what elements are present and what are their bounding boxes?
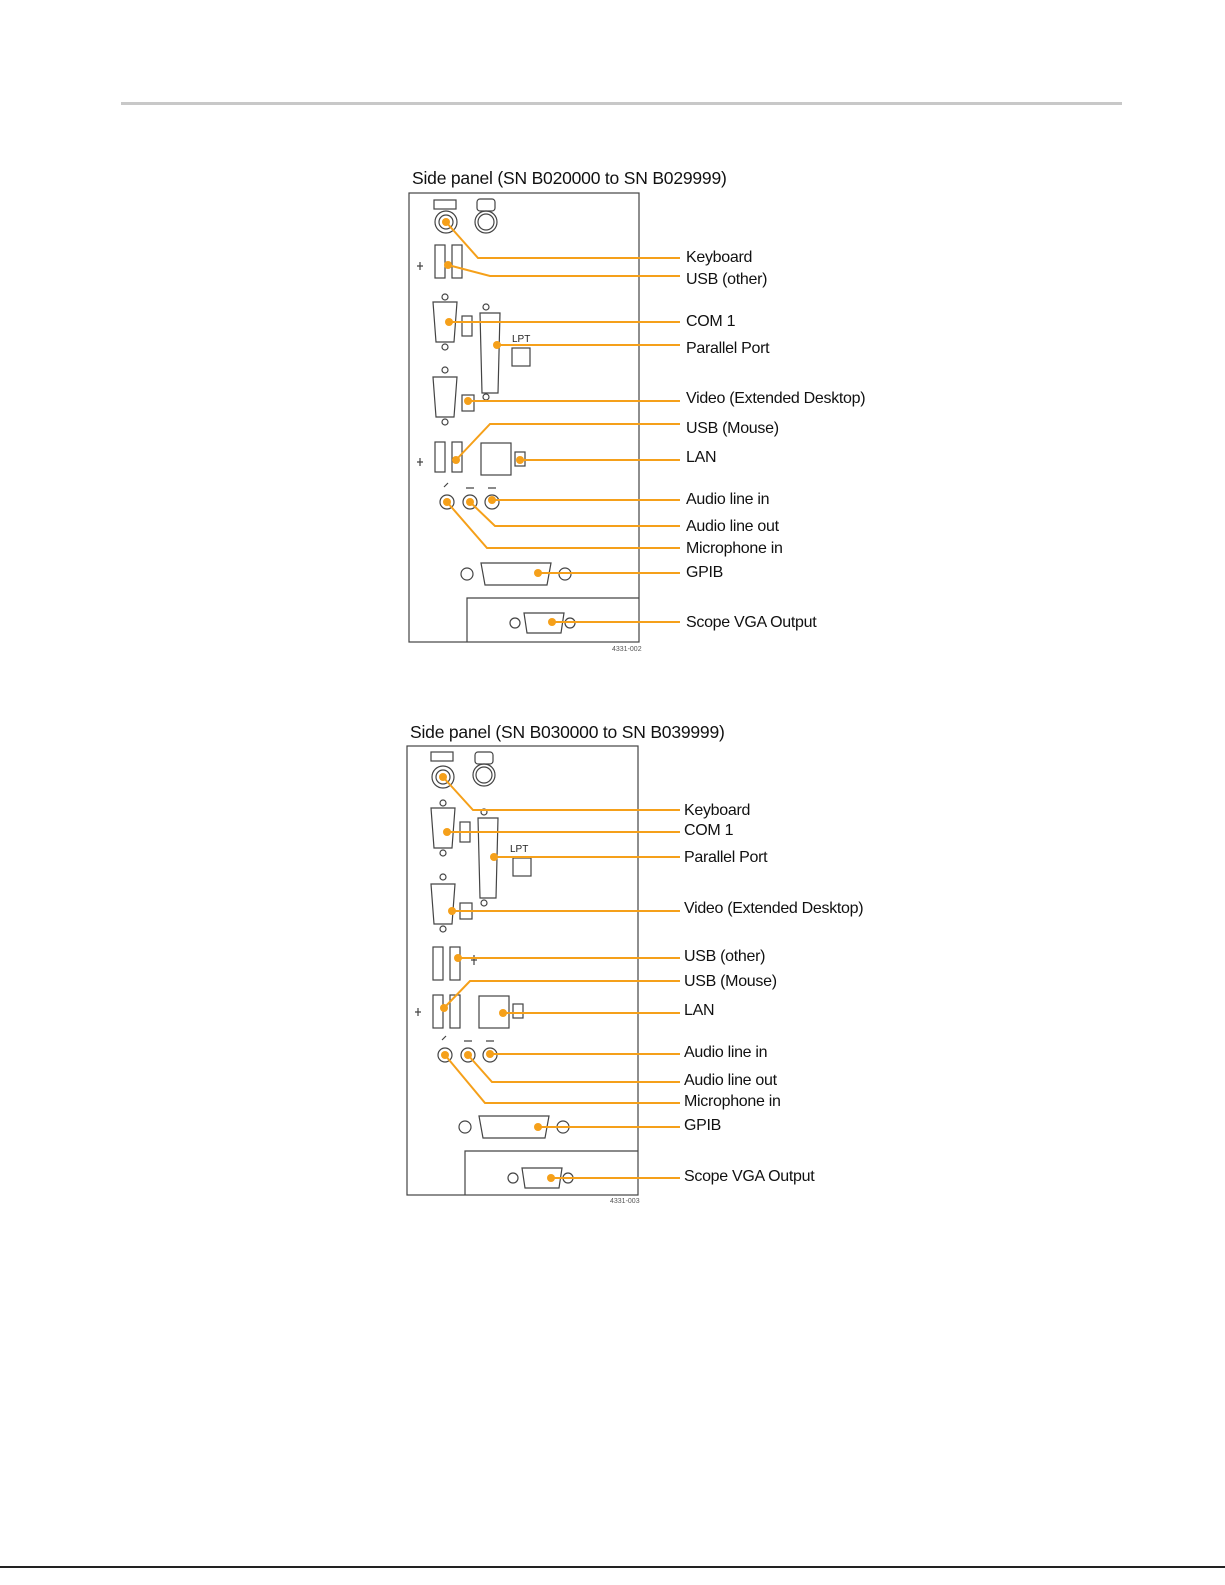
callout-label: Video (Extended Desktop)	[684, 900, 864, 917]
usb-icon	[417, 262, 423, 270]
figure-id: 4331-002	[612, 646, 642, 653]
com1-port	[431, 808, 455, 848]
parallel-port	[480, 313, 500, 393]
callout-label: USB (other)	[684, 948, 766, 965]
usb-icon	[417, 458, 423, 466]
callout-label: Parallel Port	[686, 340, 770, 357]
footer-rule	[0, 1566, 1225, 1568]
callout-label: Parallel Port	[684, 849, 768, 866]
vga-screw	[510, 618, 520, 628]
usb-port	[433, 947, 443, 980]
callout-label: USB (Mouse)	[686, 420, 779, 437]
callout-label: Audio line in	[684, 1044, 768, 1061]
callout-label: Audio line out	[684, 1072, 777, 1089]
callout-dots	[442, 218, 556, 626]
usb-icon	[471, 955, 477, 965]
callout-label: Scope VGA Output	[684, 1168, 815, 1185]
gpib-screw	[459, 1121, 471, 1133]
power-icon	[477, 199, 495, 211]
svg-text:LPT: LPT	[510, 844, 529, 855]
callout-label: Video (Extended Desktop)	[686, 390, 866, 407]
printer-icon	[512, 348, 530, 366]
video-port	[431, 884, 455, 924]
lan-port	[481, 443, 511, 475]
keyboard-icon	[434, 200, 456, 209]
keyboard-icon	[431, 752, 453, 761]
usb-port	[435, 442, 445, 472]
callout-label: GPIB	[684, 1117, 722, 1134]
lan-icon	[513, 1004, 523, 1018]
callout-label: Audio line out	[686, 518, 779, 535]
callout-label: LAN	[684, 1002, 715, 1019]
callout-label: Keyboard	[684, 802, 751, 819]
callout-label: USB (other)	[686, 271, 768, 288]
figure-2-title: Side panel (SN B030000 to SN B039999)	[410, 722, 725, 742]
printer-icon	[513, 858, 531, 876]
side-panel-1-illustration	[0, 0, 1225, 700]
callout-label: COM 1	[684, 822, 734, 839]
usb-icon	[415, 1008, 421, 1016]
video-port	[433, 377, 457, 417]
figure-1-title: Side panel (SN B020000 to SN B029999)	[412, 168, 727, 188]
figure-2-diagram	[0, 700, 1225, 1220]
figure-id: 4331-003	[610, 1198, 640, 1205]
svg-text:LPT: LPT	[512, 334, 531, 345]
callout-label: Scope VGA Output	[686, 614, 817, 631]
callout-lines	[446, 222, 680, 622]
power-icon	[475, 752, 493, 764]
callout-label: Audio line in	[686, 491, 770, 508]
figure-1-diagram	[0, 0, 1225, 700]
com1-icon	[462, 316, 472, 336]
usb-port	[433, 995, 443, 1028]
usb-port	[450, 947, 460, 980]
callout-label: USB (Mouse)	[684, 973, 777, 990]
callout-label: Keyboard	[686, 249, 753, 266]
side-panel-2-illustration	[0, 700, 1225, 1220]
vga-screw	[508, 1173, 518, 1183]
callout-label: Microphone in	[684, 1093, 781, 1110]
callout-label: Microphone in	[686, 540, 783, 557]
usb-port	[452, 245, 462, 278]
gpib-screw	[461, 568, 473, 580]
callout-label: COM 1	[686, 313, 736, 330]
usb-port	[435, 245, 445, 278]
callout-label: GPIB	[686, 564, 724, 581]
callout-label: LAN	[686, 449, 717, 466]
